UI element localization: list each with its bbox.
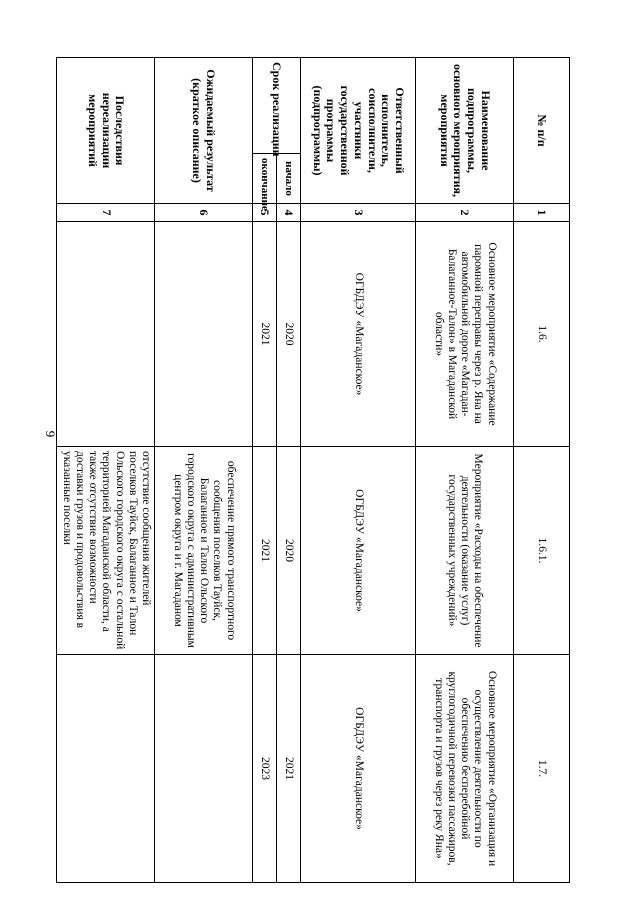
cell-executor: ОГБДЭУ «Магаданское» [301, 655, 416, 883]
page-number: 9 [43, 430, 58, 438]
table-row [416, 58, 514, 883]
header-consequences: Последствия нереализации мероприятий [57, 58, 155, 204]
cell-num: 1.6.1. [514, 447, 570, 655]
table-row [253, 58, 277, 883]
cell-start: 2020 [277, 222, 301, 447]
column-number: 3 [301, 204, 416, 222]
cell-name: Основное мероприятие «Содержание паромной переправы через р. Яна на автомобильной дороге «Магадан-Балаганное-Талон» в Магаданской области» [416, 222, 514, 447]
column-number: 7 [57, 204, 155, 222]
program-table [56, 57, 570, 883]
cell-result: обеспечение прямого транспортного сообщения поселков Тауйск, Балаганное и Талон Ольского городского округа с административным центром округа и г. Магаданом [155, 447, 253, 655]
cell-end: 2021 [253, 447, 277, 655]
cell-result [155, 655, 253, 883]
header-num: № п/п [514, 58, 570, 204]
cell-start: 2020 [277, 447, 301, 655]
header-name: Наименование подпрограммы, основного мероприятия, мероприятия [416, 58, 514, 204]
cell-name: Мероприятие «Расходы на обеспечение деятельности (оказание услуг) государственных учреждений» [416, 447, 514, 655]
table-row [514, 58, 570, 883]
cell-executor: ОГБДЭУ «Магаданское» [301, 447, 416, 655]
column-number: 5 [253, 204, 277, 222]
cell-consequences [57, 222, 155, 447]
header-end: окончание [253, 154, 277, 204]
cell-num: 1.6. [514, 222, 570, 447]
cell-executor: ОГБДЭУ «Магаданское» [301, 222, 416, 447]
table-row [155, 58, 253, 883]
cell-end: 2021 [253, 222, 277, 447]
column-number: 6 [155, 204, 253, 222]
table-row [277, 58, 301, 883]
cell-start: 2021 [277, 655, 301, 883]
table-row [301, 58, 416, 883]
cell-consequences: отсутствие сообщения жителей поселков Тауйск, Балаганное и Талон Ольского городского округа с остальной территорией Магаданской области, а также отсутствие возможности доставки грузов и продовольствия в указанные поселки [57, 447, 155, 655]
column-number: 4 [277, 204, 301, 222]
header-executor: Ответственный исполнитель, соисполнители, участники государственной программы (подпрограммы) [301, 58, 416, 204]
cell-num: 1.7. [514, 655, 570, 883]
cell-end: 2023 [253, 655, 277, 883]
rotated-table-container [60, 57, 570, 882]
header-start: начало [277, 154, 301, 204]
header-period: Срок реализации [253, 58, 301, 154]
cell-result [155, 222, 253, 447]
table-row [57, 58, 155, 883]
column-number: 1 [514, 204, 570, 222]
header-result: Ожидаемый результат (краткое описание) [155, 58, 253, 204]
column-number: 2 [416, 204, 514, 222]
cell-consequences [57, 655, 155, 883]
cell-name: Основное мероприятие «Организация и осуществление деятельности по обеспечению бесперебойной круглогодичной перевозки пассажиров, транспорта и грузов через реку Яна» [416, 655, 514, 883]
